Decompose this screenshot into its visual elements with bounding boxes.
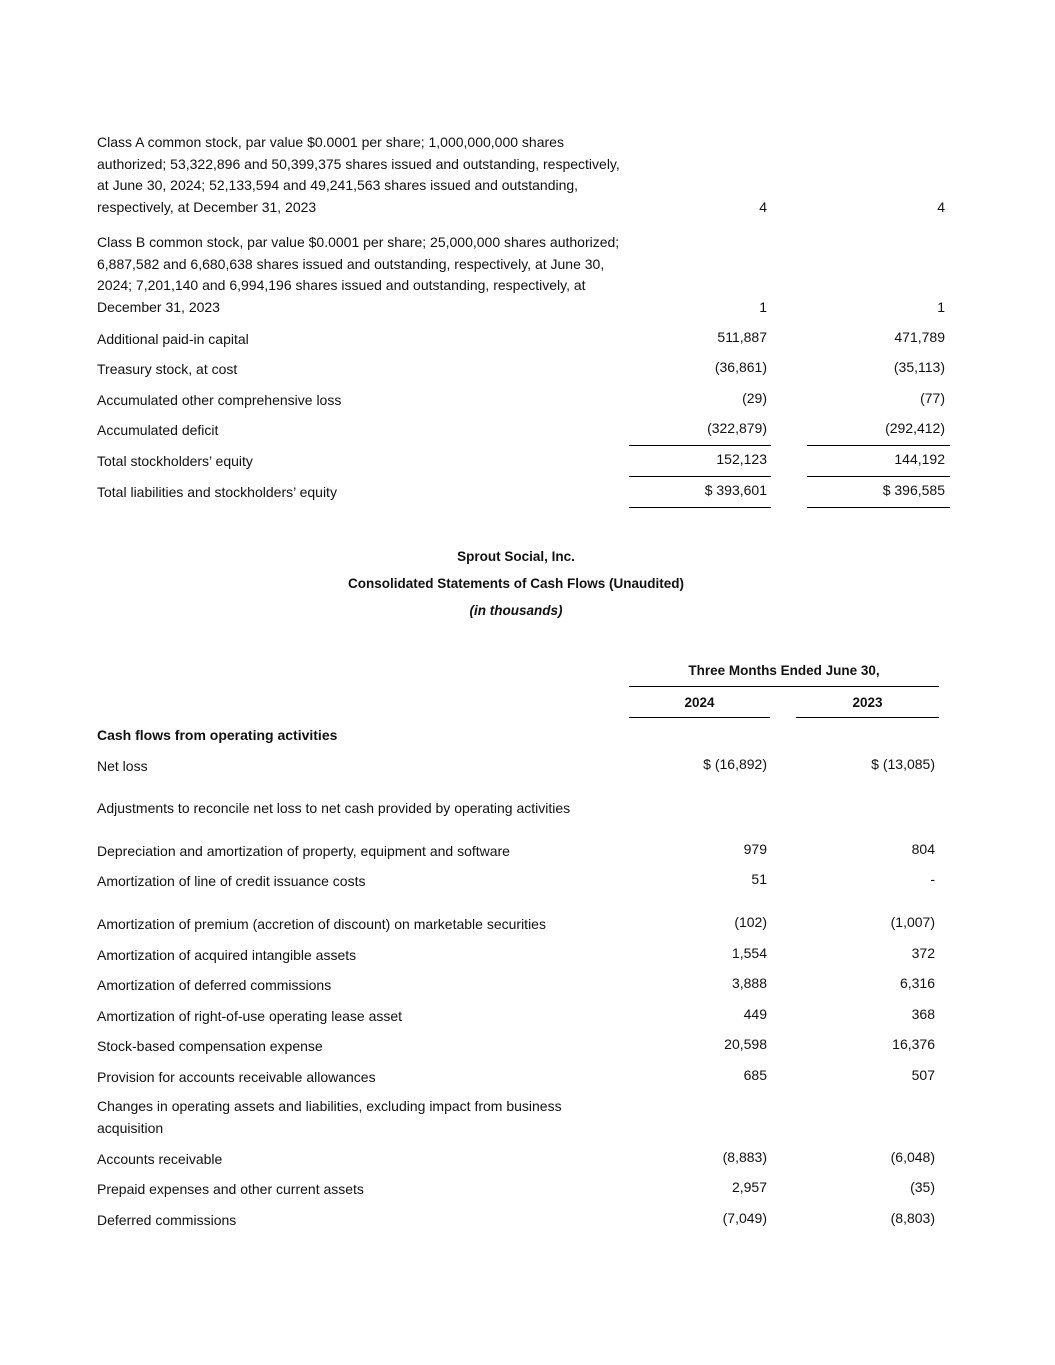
value-2024: 3,888: [731, 975, 767, 991]
value-2024: (322,879): [707, 420, 767, 436]
row-label: Amortization of premium (accretion of discount) on marketable securities: [97, 916, 546, 932]
total-rule: [807, 507, 950, 508]
row-label: Amortization of line of credit issuance costs: [97, 873, 366, 889]
row-label: Net loss: [97, 758, 148, 774]
value-2023: (35,113): [893, 359, 945, 375]
value-2024: 449: [743, 1006, 767, 1022]
row-label: Amortization of acquired intangible assets: [97, 947, 357, 963]
value-2024: (102): [734, 914, 767, 930]
value-2023: 372: [911, 945, 935, 961]
value-2023: 6,316: [899, 975, 935, 991]
value-2023: (6,048): [890, 1149, 935, 1165]
row-label: Deferred commissions: [97, 1212, 237, 1228]
value-2024: (36,861): [714, 359, 767, 375]
value-2024: 2,957: [731, 1179, 767, 1195]
value-2023: 507: [911, 1067, 935, 1083]
value-2024: 685: [743, 1067, 767, 1083]
row-label: Changes in operating assets and liabilities, excluding impact from business acquisition: [97, 1098, 562, 1136]
value-2024: 20,598: [724, 1036, 767, 1052]
column-rule: [796, 717, 939, 718]
row-label: Amortization of deferred commissions: [97, 977, 332, 993]
column-header-2023: 2023: [852, 695, 883, 710]
row-label: Accounts receivable: [97, 1151, 223, 1167]
value-2023: 1: [937, 299, 945, 315]
row-label: Class A common stock, par value $0.0001 per share; 1,000,000,000 shares authorized; 53,322,896 and 50,399,375 shares issued and outstanding, respectively, at June 30, 2024; 52,133,594 and 49,241,563 shares issued and outstanding, respectively, at December 31, 2023: [97, 134, 620, 215]
value-2024: (29): [742, 390, 767, 406]
value-2024: 1: [759, 299, 767, 315]
subtotal-rule: [807, 445, 950, 446]
row-label: Provision for accounts receivable allowances: [97, 1069, 376, 1085]
row-label: Additional paid-in capital: [97, 331, 249, 347]
subtotal-rule: [629, 476, 771, 477]
value-2023: (8,803): [890, 1210, 935, 1226]
value-2023: 471,789: [894, 329, 945, 345]
value-2024: 979: [743, 841, 767, 857]
row-label: Accumulated other comprehensive loss: [97, 392, 342, 408]
column-rule: [629, 717, 770, 718]
value-2023: (1,007): [890, 914, 935, 930]
column-header-2024: 2024: [684, 695, 715, 710]
period-header: Three Months Ended June 30,: [688, 663, 880, 678]
row-label: Treasury stock, at cost: [97, 361, 238, 377]
value-2023: (292,412): [885, 420, 945, 436]
value-2023: -: [930, 871, 935, 887]
value-2024: 511,887: [717, 329, 767, 345]
row-label: Stock-based compensation expense: [97, 1038, 323, 1054]
value-2023: $ (13,085): [871, 756, 935, 772]
value-2023: 16,376: [892, 1036, 935, 1052]
statement-title: Consolidated Statements of Cash Flows (Unaudited): [347, 576, 685, 591]
company-name: Sprout Social, Inc.: [457, 549, 575, 564]
value-2023: 368: [911, 1006, 935, 1022]
value-2024: (7,049): [722, 1210, 767, 1226]
row-label: Prepaid expenses and other current assets: [97, 1181, 364, 1197]
value-2024: 1,554: [731, 945, 767, 961]
section-label: Cash flows from operating activities: [97, 727, 338, 743]
value-2023: 804: [911, 841, 935, 857]
period-rule: [629, 686, 939, 687]
value-2024: 152,123: [716, 451, 767, 467]
value-2023: $ 396,585: [882, 482, 945, 498]
row-label: Class B common stock, par value $0.0001 per share; 25,000,000 shares authorized; 6,887,582 and 6,680,638 shares issued and outstanding, respectively, at June 30, 2024; 7,201,140 and 6,994,196 shares issued and outstanding, respectively, at December 31, 2023: [97, 234, 620, 315]
subtotal-rule: [807, 476, 950, 477]
value-2023: 4: [937, 199, 945, 215]
value-2023: (35): [910, 1179, 935, 1195]
value-2024: (8,883): [722, 1149, 767, 1165]
row-label: Total liabilities and stockholders’ equity: [97, 484, 337, 500]
value-2023: 144,192: [894, 451, 945, 467]
units-note: (in thousands): [469, 603, 563, 618]
total-rule: [629, 507, 771, 508]
row-label: Accumulated deficit: [97, 422, 219, 438]
subtotal-rule: [629, 445, 771, 446]
value-2024: $ 393,601: [704, 482, 767, 498]
row-label: Depreciation and amortization of property, equipment and software: [97, 843, 510, 859]
value-2023: (77): [920, 390, 945, 406]
value-2024: 51: [751, 871, 767, 887]
value-2024: $ (16,892): [703, 756, 767, 772]
row-label: Amortization of right-of-use operating lease asset: [97, 1008, 403, 1024]
value-2024: 4: [759, 199, 767, 215]
row-label: Total stockholders’ equity: [97, 453, 253, 469]
row-label: Adjustments to reconcile net loss to net cash provided by operating activities: [97, 800, 571, 816]
